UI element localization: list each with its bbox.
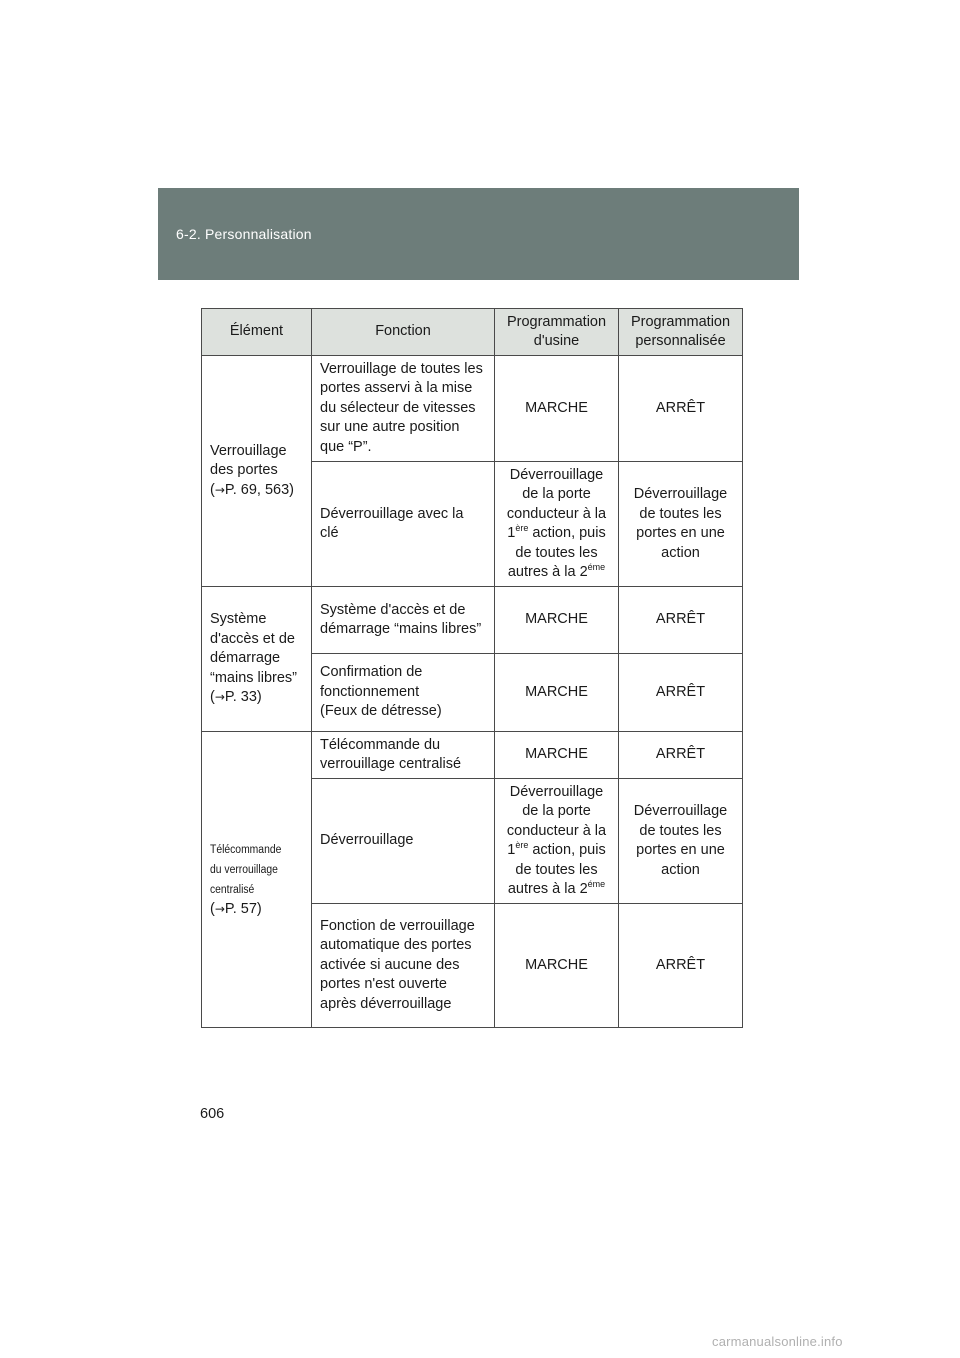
factory-value: MARCHE bbox=[495, 732, 619, 779]
custom-value: Déverrouillage de toutes les portes en une action bbox=[619, 779, 743, 904]
factory-value: MARCHE bbox=[495, 356, 619, 462]
custom-value: ARRÊT bbox=[619, 654, 743, 732]
function-cell: Système d'accès et de démarrage “mains libres” bbox=[312, 587, 495, 654]
factory-text: action, puis de toutes les autres à la 2 bbox=[507, 842, 606, 897]
item-label: Système d'accès et de démarrage “mains libres” bbox=[210, 611, 298, 686]
ordinal-suffix: ère bbox=[515, 523, 529, 533]
item-smart-entry: Système d'accès et de démarrage “mains libres” (→P. 33) bbox=[202, 587, 312, 732]
arrow-icon: → bbox=[214, 690, 225, 705]
item-door-lock: Verrouillage des portes (→P. 69, 563) bbox=[202, 356, 312, 587]
function-text: (Feux de détresse) bbox=[320, 703, 442, 720]
factory-value bbox=[495, 779, 619, 904]
page-number: 606 bbox=[200, 1106, 225, 1122]
item-label: Télécommande du verrouillage centralisé bbox=[210, 843, 282, 896]
arrow-icon: → bbox=[214, 482, 225, 497]
function-cell: Verrouillage de toutes les portes asservi à la mise du sélecteur de vitesses sur une autre position que “P”. bbox=[312, 356, 495, 462]
factory-value: MARCHE bbox=[495, 654, 619, 732]
table-header-row bbox=[202, 309, 743, 356]
function-cell: Déverrouillage bbox=[312, 779, 495, 904]
ordinal-suffix: ère bbox=[515, 840, 529, 850]
header-factory-setting: Programmation d'usine bbox=[495, 309, 619, 356]
customization-table bbox=[201, 308, 743, 1028]
header-function: Fonction bbox=[312, 309, 495, 356]
section-title: 6-2. Personnalisation bbox=[176, 226, 312, 242]
factory-value bbox=[495, 462, 619, 587]
custom-value: ARRÊT bbox=[619, 904, 743, 1028]
factory-text: Déverrouillage de la porte conducteur à la 1 bbox=[506, 466, 607, 541]
factory-text: action, puis de toutes les autres à la 2 bbox=[507, 525, 606, 580]
function-cell: Déverrouillage avec la clé bbox=[312, 462, 495, 587]
ordinal-suffix: éme bbox=[587, 879, 606, 889]
custom-value: ARRÊT bbox=[619, 356, 743, 462]
watermark: carmanualsonline.info bbox=[712, 1334, 843, 1349]
custom-value: ARRÊT bbox=[619, 587, 743, 654]
section-header-band bbox=[158, 188, 799, 280]
function-cell: Télécommande du verrouillage centralisé bbox=[312, 732, 495, 779]
header-custom-setting: Programmation personnalisée bbox=[619, 309, 743, 356]
table-row bbox=[202, 732, 743, 779]
ordinal-suffix: éme bbox=[587, 562, 606, 572]
page-reference: P. 33) bbox=[224, 689, 262, 706]
page-reference: P. 57) bbox=[224, 900, 262, 917]
table-row bbox=[202, 356, 743, 462]
factory-text: Déverrouillage de la porte conducteur à la 1 bbox=[506, 783, 607, 858]
custom-value: Déverrouillage de toutes les portes en une action bbox=[619, 462, 743, 587]
arrow-icon: → bbox=[214, 901, 225, 916]
item-label: Verrouillage des portes bbox=[210, 442, 287, 479]
table-row bbox=[202, 587, 743, 654]
factory-value: MARCHE bbox=[495, 587, 619, 654]
custom-value: ARRÊT bbox=[619, 732, 743, 779]
item-remote-lock: Télécommande du verrouillage centralisé (→P. 57) bbox=[202, 732, 312, 1028]
factory-value: MARCHE bbox=[495, 904, 619, 1028]
function-cell: Fonction de verrouillage automatique des portes activée si aucune des portes n'est ouverte après déverrouillage bbox=[312, 904, 495, 1028]
function-text: Confirmation de fonctionnement bbox=[320, 664, 423, 700]
function-cell bbox=[312, 654, 495, 732]
header-element: Élément bbox=[202, 309, 312, 356]
page-reference: P. 69, 563) bbox=[224, 481, 294, 498]
